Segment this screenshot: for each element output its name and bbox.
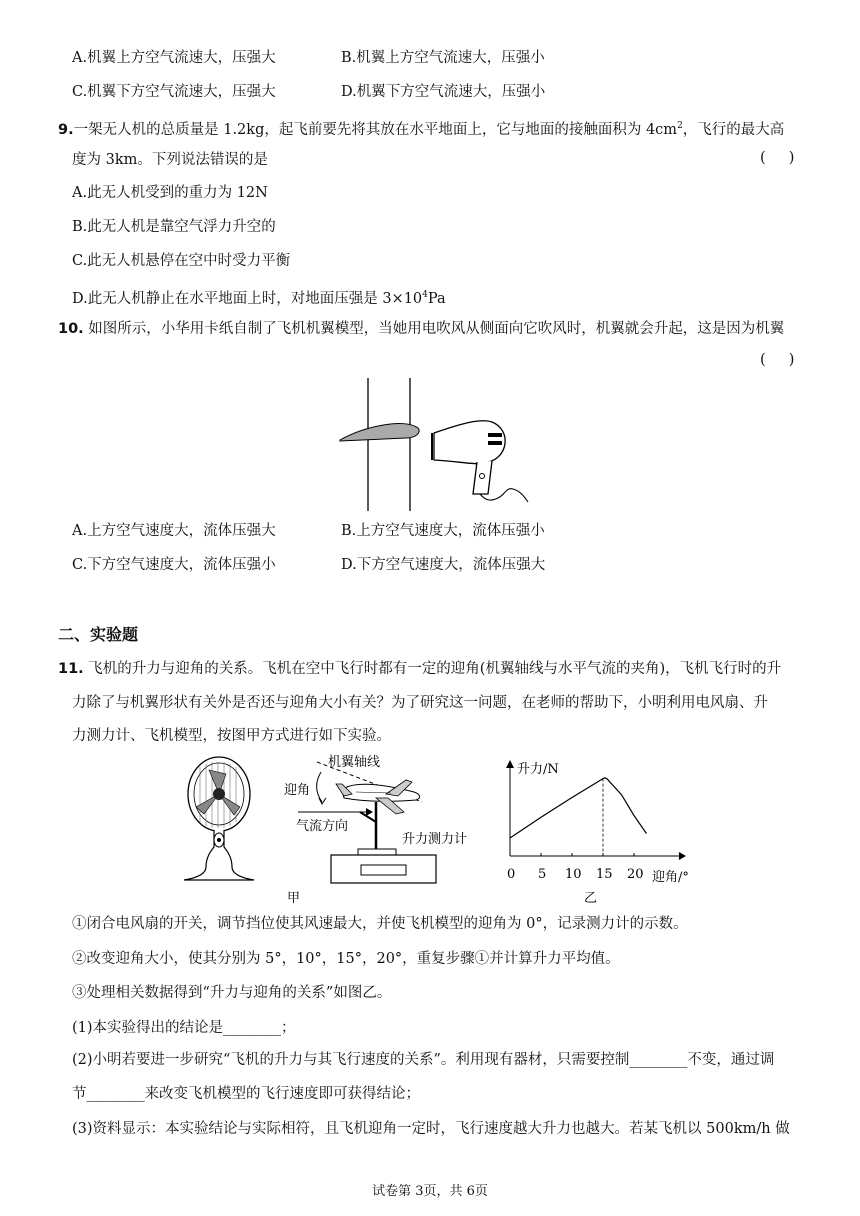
q9-option-d-text-b: Pa xyxy=(427,290,446,307)
q9-stem-line2: 度为 3km。下列说法错误的是 xyxy=(72,152,268,168)
q10-option-c: C.下方空气速度大，流体压强小 xyxy=(72,557,276,573)
q10-option-b: B.上方空气速度大，流体压强小 xyxy=(341,523,545,539)
x-tick-label: 5 xyxy=(538,867,547,882)
hair-dryer-icon xyxy=(432,421,528,502)
q10-stem-line1 xyxy=(58,319,784,339)
q9-option-d-text-a: D.此无人机静止在水平地面上时，对地面压强是 3×10 xyxy=(72,290,423,307)
q11-stem-line3: 力测力计、飞机模型，按图甲方式进行如下实验。 xyxy=(72,728,391,744)
figure-jia-caption: 甲 xyxy=(287,891,301,906)
x-tick-label: 10 xyxy=(565,867,582,882)
q11-step1: ①闭合电风扇的开关，调节挡位使其风速最大，并使飞机模型的迎角为 0°，记录测力计的示数。 xyxy=(72,916,688,932)
q10-answer-paren: ( ) xyxy=(760,352,795,368)
electric-fan-icon xyxy=(184,757,254,880)
x-tick-label: 15 xyxy=(596,867,613,882)
q11-stem-line2: 力除了与机翼形状有关外是否还与迎角大小有关？为了研究这一问题，在老师的帮助下，小明利用电风扇、升 xyxy=(72,695,768,711)
q8-option-a: A.机翼上方空气流速大，压强大 xyxy=(72,50,276,66)
q11-stem-line1 xyxy=(58,659,781,679)
q9-sup: 2 xyxy=(677,121,683,131)
q10-wing-dryer-figure xyxy=(330,378,540,513)
q11-text: 飞机的升力与迎角的关系。飞机在空中飞行时都有一定的迎角(机翼轴线与水平气流的夹角)，飞机飞行时的升 xyxy=(88,661,782,677)
x-axis-label: 迎角/° xyxy=(652,870,689,885)
q11-step3: ③处理相关数据得到“升力与迎角的关系”如图乙。 xyxy=(72,985,392,1001)
q11-sub1: (1)本实验得出的结论是________； xyxy=(72,1020,296,1036)
figure-yi-caption: 乙 xyxy=(584,891,598,906)
q8-option-c: C.机翼下方空气流速大，压强大 xyxy=(72,84,276,100)
q9-number: 9. xyxy=(58,121,74,138)
angle-label: 迎角 xyxy=(284,783,311,798)
wing-axis-label: 机翼轴线 xyxy=(328,755,381,770)
x-tick-label: 0 xyxy=(507,867,516,882)
q9-stem-line1 xyxy=(58,116,784,140)
lift-curve xyxy=(510,778,646,838)
q11-figure-jia xyxy=(176,752,476,907)
q10-option-a: A.上方空气速度大，流体压强大 xyxy=(72,523,276,539)
angle-arc xyxy=(317,772,322,802)
q9-option-d xyxy=(72,285,446,309)
q10-option-d: D.下方空气速度大，流体压强大 xyxy=(341,557,546,573)
airplane-model-icon xyxy=(336,780,420,814)
q9-option-d-sup: 4 xyxy=(422,290,428,300)
q8-option-b: B.机翼上方空气流速大，压强小 xyxy=(341,50,545,66)
x-tick-label: 20 xyxy=(627,867,644,882)
q11-sub2-line2: 节________来改变飞机模型的飞行速度即可获得结论； xyxy=(72,1086,420,1102)
q9-option-b: B.此无人机是靠空气浮力升空的 xyxy=(72,219,276,235)
q8-option-d: D.机翼下方空气流速大，压强小 xyxy=(341,84,546,100)
y-axis-label: 升力/N xyxy=(517,762,559,777)
q9-option-a: A.此无人机受到的重力为 12N xyxy=(72,185,268,201)
section-title: 二、实验题 xyxy=(58,625,139,644)
q9-option-c: C.此无人机悬停在空中时受力平衡 xyxy=(72,253,291,269)
q11-chart-yi xyxy=(496,752,726,907)
q11-step2: ②改变迎角大小，使其分别为 5°，10°，15°，20°，重复步骤①并计算升力平均值。 xyxy=(72,951,620,967)
meter-label: 升力测力计 xyxy=(402,832,468,847)
q10-number: 10. xyxy=(58,321,84,337)
q11-sub2-line1: (2)小明若要进一步研究“飞机的升力与其飞行速度的关系”。利用现有器材，只需要控制________不变，通过调 xyxy=(72,1052,775,1068)
q11-number: 11. xyxy=(58,661,84,677)
q9-answer-paren: ( ) xyxy=(760,150,795,166)
wing-model xyxy=(340,424,419,441)
page-footer: 试卷第 3页，共 6页 xyxy=(372,1184,488,1199)
q9-text-a: 一架无人机的总质量是 1.2kg，起飞前要先将其放在水平地面上，它与地面的接触面积为 4cm xyxy=(73,121,678,138)
q9-text-b: ，飞行的最大高 xyxy=(682,121,785,138)
q11-sub3-line1: (3)资料显示：本实验结论与实际相符，且飞机迎角一定时，飞行速度越大升力也越大。若某飞机以 500km/h 做 xyxy=(72,1121,790,1137)
airflow-label: 气流方向 xyxy=(296,819,349,834)
q10-text: 如图所示，小华用卡纸自制了飞机机翼模型，当她用电吹风从侧面向它吹风时，机翼就会升起，这是因为机翼 xyxy=(88,321,785,337)
